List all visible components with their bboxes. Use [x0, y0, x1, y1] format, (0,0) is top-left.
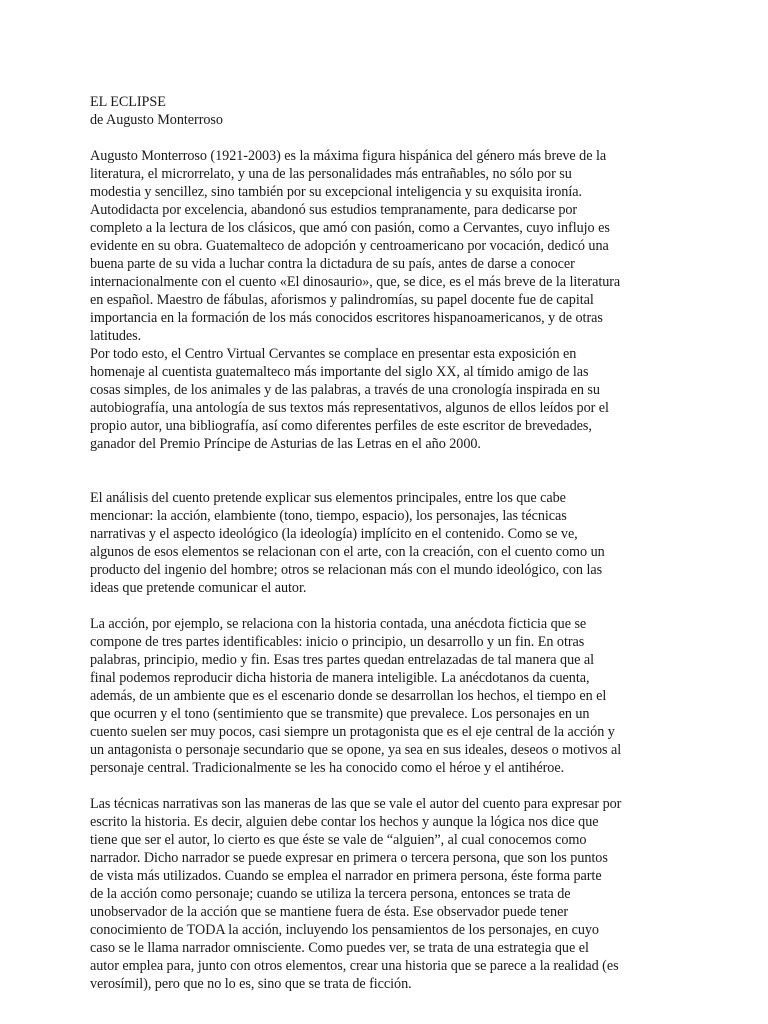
analysis-techniques-paragraph — [90, 795, 690, 993]
text-line: narrativas y el aspecto ideológico (la ideología) implícito en el contenido. Como se ve, — [90, 526, 578, 542]
text-line: un antagonista o personaje secundario que se opone, ya sea en sus ideales, deseos o motivos al — [90, 742, 622, 758]
text-line: de la acción como personaje; cuando se utiliza la tercera persona, entonces se trata de — [90, 886, 571, 902]
text-line: latitudes. — [90, 328, 142, 344]
text-line: personaje central. Tradicionalmente se les ha conocido como el héroe y el antihéroe. — [90, 760, 565, 776]
text-line: autobiografía, una antología de sus textos más representativos, algunos de ellos leídos por el — [90, 400, 609, 416]
text-line: narrador. Dicho narrador se puede expresar en primera o tercera persona, que son los puntos — [90, 850, 608, 866]
text-line: propio autor, una bibliografía, así como diferentes perfiles de este escritor de brevedades, — [90, 418, 592, 434]
text-line: verosímil), pero que no lo es, sino que se trata de ficción. — [90, 976, 412, 992]
text-line: mencionar: la acción, elambiente (tono, tiempo, espacio), los personajes, las técnicas — [90, 508, 567, 524]
text-line: producto del ingenio del hombre; otros se relacionan más con el mundo ideológico, con las — [90, 562, 603, 578]
text-line: internacionalmente con el cuento «El dinosaurio», que, se dice, es el más breve de la literatura — [90, 274, 621, 290]
text-line: Augusto Monterroso (1921-2003) es la máxima figura hispánica del género más breve de la — [90, 148, 607, 164]
spacer — [90, 129, 690, 147]
text-line: El análisis del cuento pretende explicar sus elementos principales, entre los que cabe — [90, 490, 566, 506]
text-line: cuento suelen ser muy pocos, casi siempre un protagonista que es el eje central de la acción y — [90, 724, 615, 740]
text-line: literatura, el microrrelato, y una de las personalidades más entrañables, no sólo por su — [90, 166, 572, 182]
text-line: que ocurren y el tono (sentimiento que se transmite) que prevalece. Los personajes en un — [90, 706, 590, 722]
text-line: La acción, por ejemplo, se relaciona con la historia contada, una anécdota ficticia que se — [90, 616, 587, 632]
text-line: palabras, principio, medio y fin. Esas tres partes quedan entrelazadas de tal manera que al — [90, 652, 595, 668]
text-line: Las técnicas narrativas son las maneras de las que se vale el autor del cuento para expresar por — [90, 796, 622, 812]
text-line: importancia en la formación de los más conocidos escritores hispanoamericanos, y de otras — [90, 310, 603, 326]
analysis-action-paragraph — [90, 615, 690, 777]
spacer — [90, 777, 690, 795]
text-line: tiene que ser el autor, lo cierto es que éste se vale de “alguien”, al cual conocemos como — [90, 832, 587, 848]
text-line: además, de un ambiente que es el escenario donde se desarrollan los hechos, el tiempo en el — [90, 688, 607, 704]
document-page — [90, 93, 690, 993]
text-line: en español. Maestro de fábulas, aforismos y palindromías, su papel docente fue de capital — [90, 292, 594, 308]
text-line: cosas simples, de los animales y de las palabras, a través de una cronología inspirada en su — [90, 382, 600, 398]
text-line: compone de tres partes identificables: inicio o principio, un desarrollo y un fin. En otras — [90, 634, 585, 650]
text-line: conocimiento de TODA la acción, incluyendo los pensamientos de los personajes, en cuyo — [90, 922, 599, 938]
text-line: homenaje al cuentista guatemalteco más importante del siglo XX, al tímido amigo de las — [90, 364, 589, 380]
spacer — [90, 453, 690, 489]
text-line: algunos de esos elementos se relacionan con el arte, con la creación, con el cuento como un — [90, 544, 605, 560]
document-author: de Augusto Monterroso — [90, 112, 223, 128]
text-line: escrito la historia. Es decir, alguien debe contar los hechos y aunque la lógica nos dice que — [90, 814, 599, 830]
text-line: final podemos reproducir dicha historia de manera inteligible. La anécdotanos da cuenta, — [90, 670, 590, 686]
text-line: modestia y sencillez, sino también por su excepcional inteligencia y su exquisita ironía. — [90, 184, 582, 200]
text-line: buena parte de su vida a luchar contra la dictadura de su país, antes de darse a conocer — [90, 256, 575, 272]
text-line: de vista más utilizados. Cuando se emplea el narrador en primera persona, éste forma parte — [90, 868, 602, 884]
document-title: EL ECLIPSE — [90, 94, 166, 110]
spacer — [90, 597, 690, 615]
text-line: ganador del Premio Príncipe de Asturias de las Letras en el año 2000. — [90, 436, 481, 452]
text-line: autor emplea para, junto con otros elementos, crear una historia que se parece a la realidad (es — [90, 958, 619, 974]
bio-paragraph-2 — [90, 345, 690, 453]
text-line: Autodidacta por excelencia, abandonó sus estudios tempranamente, para dedicarse por — [90, 202, 578, 218]
text-line: ideas que pretende comunicar el autor. — [90, 580, 307, 596]
text-line: Por todo esto, el Centro Virtual Cervantes se complace en presentar esta exposición en — [90, 346, 577, 362]
text-line: completo a la lectura de los clásicos, que amó con pasión, como a Cervantes, cuyo influjo es — [90, 220, 610, 236]
text-line: evidente en su obra. Guatemalteco de adopción y centroamericano por vocación, dedicó una — [90, 238, 609, 254]
bio-paragraph-1 — [90, 147, 690, 345]
text-line: unobservador de la acción que se mantiene fuera de ésta. Ese observador puede tener — [90, 904, 569, 920]
analysis-intro-paragraph — [90, 489, 690, 597]
text-line: caso se le llama narrador omnisciente. Como puedes ver, se trata de una estrategia que el — [90, 940, 589, 956]
